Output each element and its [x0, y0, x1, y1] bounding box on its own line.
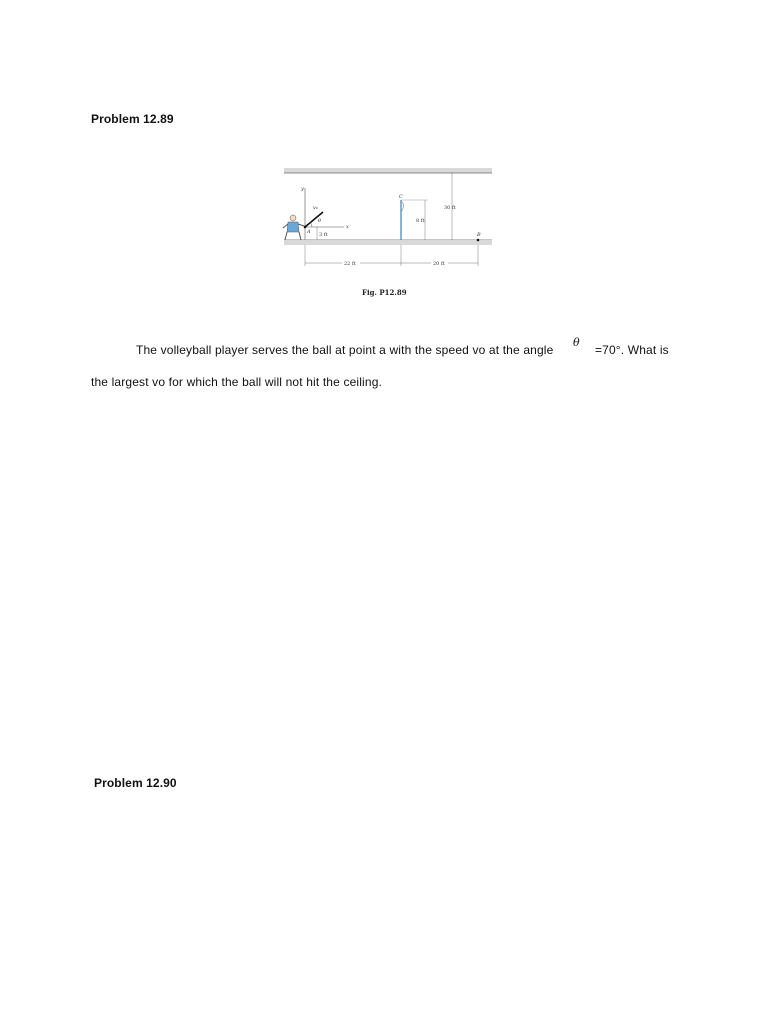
ball-height-label: 3 ft [319, 232, 328, 238]
v0-label: v₀ [313, 205, 318, 211]
problem-text-line-1-end: =70°. What is [595, 343, 669, 357]
problem-figure [280, 160, 498, 300]
net-to-b-label: 20 ft [433, 261, 445, 267]
ceiling [284, 168, 492, 173]
problem-text-line-2: the largest vo for which the ball will not hit the ceiling. [91, 375, 382, 389]
floor [284, 240, 492, 245]
distance-to-net-label: 22 ft [344, 261, 356, 267]
point-b [477, 239, 480, 242]
problem-text-line-1: The volleyball player serves the ball at point a with the speed vo at the angle [136, 343, 554, 357]
figure-caption: Fig. P12.89 [362, 288, 407, 297]
x-axis-label: x [346, 224, 349, 230]
net-height-label: 8 ft [416, 218, 425, 224]
player-figure [283, 215, 304, 240]
ceiling-height-label: 30 ft [444, 205, 456, 211]
problem-12-89-heading: Problem 12.89 [91, 112, 174, 126]
y-axis-label: y [301, 186, 304, 192]
theta-label: θ [318, 218, 322, 224]
point-b-label: B [477, 232, 481, 238]
point-c-label: C [399, 194, 403, 200]
theta-symbol: θ [573, 336, 580, 349]
point-a-label: A [307, 229, 311, 235]
problem-12-90-heading: Problem 12.90 [94, 776, 177, 790]
volleyball-diagram [280, 160, 498, 300]
